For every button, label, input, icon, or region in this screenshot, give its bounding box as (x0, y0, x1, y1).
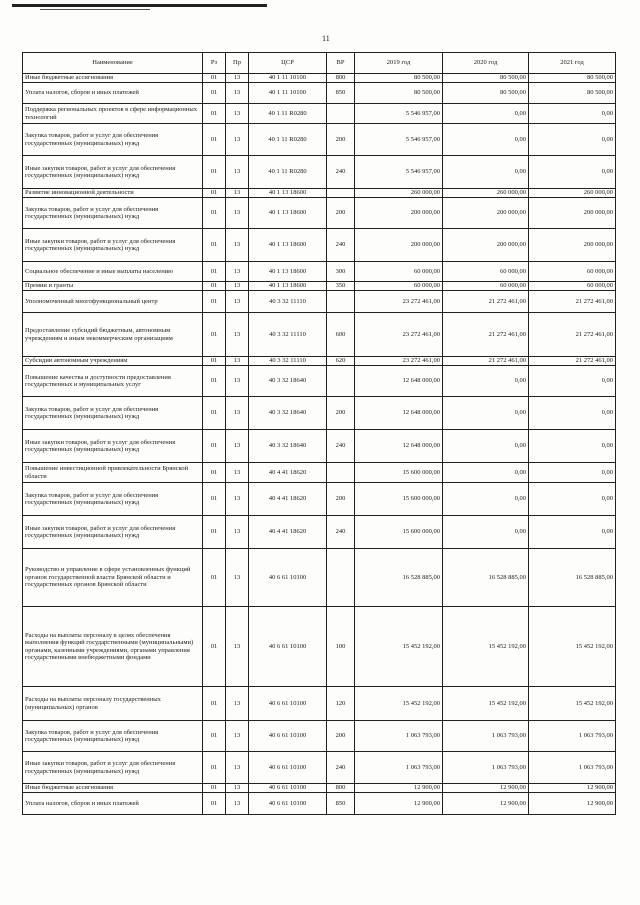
col-header-name: Наименование (23, 53, 203, 74)
cell-y2021: 200 000,00 (529, 229, 616, 262)
cell-rz: 01 (203, 752, 226, 784)
cell-csr: 40 6 61 10100 (249, 793, 327, 815)
cell-name: Социальное обеспечение и иные выплаты населению (23, 262, 203, 282)
cell-pr: 13 (226, 156, 249, 189)
cell-y2019: 23 272 461,00 (355, 357, 443, 366)
table-row (23, 721, 616, 752)
cell-vr: 240 (327, 752, 355, 784)
cell-pr: 13 (226, 262, 249, 282)
cell-name: Иные закупки товаров, работ и услуг для обеспечения государственных (муниципальных) нужд (23, 229, 203, 262)
cell-y2021: 1 063 793,00 (529, 721, 616, 752)
cell-csr: 40 1 11 R0280 (249, 156, 327, 189)
cell-y2019: 15 452 192,00 (355, 607, 443, 687)
cell-vr: 350 (327, 282, 355, 291)
cell-csr: 40 3 32 18640 (249, 366, 327, 397)
cell-vr: 800 (327, 74, 355, 83)
cell-csr: 40 4 41 18620 (249, 516, 327, 549)
cell-vr (327, 366, 355, 397)
cell-pr: 13 (226, 357, 249, 366)
col-header-vr: ВР (327, 53, 355, 74)
cell-name: Повышение качества и доступности предоставления государственных и муниципальных услуг (23, 366, 203, 397)
cell-csr: 40 6 61 10100 (249, 549, 327, 607)
cell-rz: 01 (203, 104, 226, 124)
cell-y2021: 0,00 (529, 156, 616, 189)
cell-y2020: 0,00 (443, 104, 529, 124)
cell-name: Уплата налогов, сборов и иных платежей (23, 83, 203, 104)
cell-name: Субсидии автономным учреждениям (23, 357, 203, 366)
cell-name: Расходы на выплаты персоналу государственных (муниципальных) органов (23, 687, 203, 721)
cell-rz: 01 (203, 189, 226, 198)
cell-csr: 40 1 13 18600 (249, 262, 327, 282)
cell-pr: 13 (226, 607, 249, 687)
cell-rz: 01 (203, 516, 226, 549)
cell-y2019: 60 000,00 (355, 282, 443, 291)
cell-y2020: 80 500,00 (443, 83, 529, 104)
cell-vr: 200 (327, 124, 355, 156)
cell-y2021: 0,00 (529, 430, 616, 463)
cell-pr: 13 (226, 104, 249, 124)
table-row (23, 366, 616, 397)
cell-name: Поддержка региональных проектов в сфере информационных технологий (23, 104, 203, 124)
cell-y2021: 1 063 793,00 (529, 752, 616, 784)
cell-pr: 13 (226, 430, 249, 463)
cell-y2020: 0,00 (443, 463, 529, 483)
cell-rz: 01 (203, 430, 226, 463)
table-row (23, 262, 616, 282)
cell-pr: 13 (226, 124, 249, 156)
cell-y2021: 21 272 461,00 (529, 313, 616, 357)
cell-y2019: 12 648 000,00 (355, 366, 443, 397)
cell-y2020: 0,00 (443, 483, 529, 516)
cell-pr: 13 (226, 483, 249, 516)
cell-name: Закупка товаров, работ и услуг для обеспечения государственных (муниципальных) нужд (23, 198, 203, 229)
cell-pr: 13 (226, 463, 249, 483)
cell-rz: 01 (203, 721, 226, 752)
cell-rz: 01 (203, 229, 226, 262)
cell-rz: 01 (203, 262, 226, 282)
cell-rz: 01 (203, 198, 226, 229)
cell-y2019: 1 063 793,00 (355, 721, 443, 752)
cell-csr: 40 4 41 18620 (249, 463, 327, 483)
cell-y2019: 23 272 461,00 (355, 291, 443, 313)
cell-y2021: 80 500,00 (529, 83, 616, 104)
table-row (23, 397, 616, 430)
table-row (23, 83, 616, 104)
cell-name: Расходы на выплаты персоналу в целях обеспечения выполнения функций государственными (муниципальными) органами, казенными учреждениями, органами управления государственными внебюджетными фондами (23, 607, 203, 687)
cell-name: Закупка товаров, работ и услуг для обеспечения государственных (муниципальных) нужд (23, 721, 203, 752)
cell-y2020: 1 063 793,00 (443, 752, 529, 784)
cell-vr: 850 (327, 793, 355, 815)
cell-y2019: 15 452 192,00 (355, 687, 443, 721)
cell-y2019: 15 600 000,00 (355, 516, 443, 549)
col-header-2020: 2020 год (443, 53, 529, 74)
cell-pr: 13 (226, 189, 249, 198)
cell-y2021: 60 000,00 (529, 282, 616, 291)
cell-csr: 40 1 13 18600 (249, 189, 327, 198)
cell-rz: 01 (203, 793, 226, 815)
cell-csr: 40 1 11 R0280 (249, 124, 327, 156)
table-row (23, 516, 616, 549)
cell-name: Развитие инновационной деятельности (23, 189, 203, 198)
cell-rz: 01 (203, 366, 226, 397)
cell-y2019: 200 000,00 (355, 229, 443, 262)
cell-pr: 13 (226, 687, 249, 721)
table-row (23, 74, 616, 83)
cell-vr: 240 (327, 156, 355, 189)
cell-name: Иные бюджетные ассигнования (23, 784, 203, 793)
cell-y2019: 60 000,00 (355, 262, 443, 282)
cell-y2019: 5 546 957,00 (355, 124, 443, 156)
table-body (23, 74, 616, 815)
cell-y2020: 0,00 (443, 124, 529, 156)
cell-y2021: 0,00 (529, 483, 616, 516)
cell-rz: 01 (203, 357, 226, 366)
cell-pr: 13 (226, 83, 249, 104)
cell-y2020: 0,00 (443, 397, 529, 430)
cell-y2020: 0,00 (443, 156, 529, 189)
cell-rz: 01 (203, 687, 226, 721)
cell-y2020: 21 272 461,00 (443, 357, 529, 366)
cell-vr: 600 (327, 313, 355, 357)
cell-vr: 200 (327, 397, 355, 430)
cell-pr: 13 (226, 752, 249, 784)
cell-vr: 100 (327, 607, 355, 687)
table-row (23, 483, 616, 516)
cell-y2021: 16 528 885,00 (529, 549, 616, 607)
cell-pr: 13 (226, 793, 249, 815)
table-row (23, 198, 616, 229)
cell-vr: 120 (327, 687, 355, 721)
table-row (23, 282, 616, 291)
cell-y2020: 80 500,00 (443, 74, 529, 83)
cell-y2019: 1 063 793,00 (355, 752, 443, 784)
cell-y2021: 60 000,00 (529, 262, 616, 282)
cell-pr: 13 (226, 313, 249, 357)
col-header-2021: 2021 год (529, 53, 616, 74)
cell-csr: 40 1 11 R0280 (249, 104, 327, 124)
cell-csr: 40 3 32 11110 (249, 313, 327, 357)
table-row (23, 463, 616, 483)
cell-rz: 01 (203, 291, 226, 313)
cell-vr: 200 (327, 198, 355, 229)
cell-y2021: 260 000,00 (529, 189, 616, 198)
cell-csr: 40 6 61 10100 (249, 607, 327, 687)
cell-y2020: 21 272 461,00 (443, 291, 529, 313)
cell-rz: 01 (203, 607, 226, 687)
cell-y2020: 60 000,00 (443, 282, 529, 291)
cell-y2021: 0,00 (529, 104, 616, 124)
cell-pr: 13 (226, 549, 249, 607)
cell-y2020: 1 063 793,00 (443, 721, 529, 752)
cell-name: Иные закупки товаров, работ и услуг для обеспечения государственных (муниципальных) нужд (23, 156, 203, 189)
cell-vr: 800 (327, 784, 355, 793)
cell-y2020: 15 452 192,00 (443, 607, 529, 687)
cell-csr: 40 6 61 10100 (249, 687, 327, 721)
scan-artifact-line (40, 9, 150, 10)
cell-pr: 13 (226, 198, 249, 229)
cell-y2020: 15 452 192,00 (443, 687, 529, 721)
cell-vr: 300 (327, 262, 355, 282)
cell-vr: 240 (327, 430, 355, 463)
cell-y2019: 16 528 885,00 (355, 549, 443, 607)
table-row (23, 229, 616, 262)
cell-y2021: 15 452 192,00 (529, 687, 616, 721)
cell-csr: 40 6 61 10100 (249, 752, 327, 784)
table-row (23, 607, 616, 687)
cell-y2021: 12 900,00 (529, 793, 616, 815)
cell-pr: 13 (226, 282, 249, 291)
cell-vr (327, 189, 355, 198)
cell-y2021: 0,00 (529, 124, 616, 156)
cell-y2019: 5 546 957,00 (355, 156, 443, 189)
table-row (23, 430, 616, 463)
cell-y2019: 80 500,00 (355, 83, 443, 104)
cell-y2020: 12 900,00 (443, 784, 529, 793)
cell-rz: 01 (203, 156, 226, 189)
cell-y2021: 0,00 (529, 397, 616, 430)
cell-vr: 240 (327, 229, 355, 262)
cell-csr: 40 4 41 18620 (249, 483, 327, 516)
cell-y2020: 0,00 (443, 366, 529, 397)
cell-csr: 40 3 32 18640 (249, 430, 327, 463)
cell-csr: 40 6 61 10100 (249, 721, 327, 752)
cell-vr (327, 463, 355, 483)
cell-y2020: 200 000,00 (443, 198, 529, 229)
cell-name: Закупка товаров, работ и услуг для обеспечения государственных (муниципальных) нужд (23, 483, 203, 516)
table-row (23, 752, 616, 784)
cell-y2020: 21 272 461,00 (443, 313, 529, 357)
cell-rz: 01 (203, 282, 226, 291)
col-header-2019: 2019 год (355, 53, 443, 74)
cell-csr: 40 3 32 11110 (249, 291, 327, 313)
cell-vr (327, 549, 355, 607)
budget-table (22, 52, 616, 815)
cell-y2020: 16 528 885,00 (443, 549, 529, 607)
cell-y2020: 260 000,00 (443, 189, 529, 198)
table-row (23, 357, 616, 366)
cell-vr: 200 (327, 483, 355, 516)
cell-y2021: 0,00 (529, 463, 616, 483)
cell-name: Иные закупки товаров, работ и услуг для обеспечения государственных (муниципальных) нужд (23, 516, 203, 549)
cell-y2021: 80 500,00 (529, 74, 616, 83)
cell-y2021: 0,00 (529, 516, 616, 549)
cell-y2020: 200 000,00 (443, 229, 529, 262)
cell-rz: 01 (203, 83, 226, 104)
cell-y2019: 260 000,00 (355, 189, 443, 198)
table-row (23, 793, 616, 815)
cell-pr: 13 (226, 784, 249, 793)
cell-y2019: 15 600 000,00 (355, 483, 443, 516)
table-row (23, 189, 616, 198)
cell-pr: 13 (226, 366, 249, 397)
cell-name: Иные закупки товаров, работ и услуг для обеспечения государственных (муниципальных) нужд (23, 752, 203, 784)
cell-name: Закупка товаров, работ и услуг для обеспечения государственных (муниципальных) нужд (23, 124, 203, 156)
cell-y2019: 15 600 000,00 (355, 463, 443, 483)
table-row (23, 291, 616, 313)
cell-pr: 13 (226, 397, 249, 430)
cell-vr: 850 (327, 83, 355, 104)
cell-y2019: 5 546 957,00 (355, 104, 443, 124)
cell-name: Уполномоченный многофункциональный центр (23, 291, 203, 313)
cell-rz: 01 (203, 463, 226, 483)
cell-y2021: 0,00 (529, 366, 616, 397)
table-header-row (23, 53, 616, 74)
cell-csr: 40 3 32 11110 (249, 357, 327, 366)
table-row (23, 784, 616, 793)
cell-rz: 01 (203, 124, 226, 156)
cell-rz: 01 (203, 74, 226, 83)
cell-y2019: 80 500,00 (355, 74, 443, 83)
cell-y2021: 21 272 461,00 (529, 291, 616, 313)
cell-vr (327, 104, 355, 124)
cell-y2019: 23 272 461,00 (355, 313, 443, 357)
cell-y2019: 12 648 000,00 (355, 397, 443, 430)
table-row (23, 313, 616, 357)
cell-rz: 01 (203, 483, 226, 516)
cell-csr: 40 1 13 18600 (249, 229, 327, 262)
cell-rz: 01 (203, 313, 226, 357)
cell-vr: 620 (327, 357, 355, 366)
table-row (23, 687, 616, 721)
table-row (23, 156, 616, 189)
cell-rz: 01 (203, 549, 226, 607)
cell-y2021: 15 452 192,00 (529, 607, 616, 687)
cell-y2021: 21 272 461,00 (529, 357, 616, 366)
cell-csr: 40 1 13 18600 (249, 282, 327, 291)
cell-y2019: 12 900,00 (355, 793, 443, 815)
cell-y2019: 12 900,00 (355, 784, 443, 793)
scan-artifact-bar (12, 4, 267, 7)
cell-y2020: 0,00 (443, 430, 529, 463)
cell-pr: 13 (226, 291, 249, 313)
cell-y2020: 0,00 (443, 516, 529, 549)
table-row (23, 104, 616, 124)
cell-csr: 40 6 61 10100 (249, 784, 327, 793)
cell-csr: 40 3 32 18640 (249, 397, 327, 430)
cell-y2020: 12 900,00 (443, 793, 529, 815)
table-row (23, 549, 616, 607)
cell-name: Уплата налогов, сборов и иных платежей (23, 793, 203, 815)
cell-csr: 40 1 13 18600 (249, 198, 327, 229)
cell-name: Закупка товаров, работ и услуг для обеспечения государственных (муниципальных) нужд (23, 397, 203, 430)
cell-pr: 13 (226, 516, 249, 549)
cell-name: Премии и гранты (23, 282, 203, 291)
page-number: 11 (322, 34, 330, 43)
cell-pr: 13 (226, 74, 249, 83)
cell-y2021: 12 900,00 (529, 784, 616, 793)
cell-name: Повышение инвестиционной привлекательности Брянской области (23, 463, 203, 483)
cell-name: Иные бюджетные ассигнования (23, 74, 203, 83)
col-header-pr: Пр (226, 53, 249, 74)
cell-y2019: 200 000,00 (355, 198, 443, 229)
cell-y2020: 60 000,00 (443, 262, 529, 282)
cell-pr: 13 (226, 229, 249, 262)
cell-pr: 13 (226, 721, 249, 752)
col-header-rz: Рз (203, 53, 226, 74)
cell-csr: 40 1 11 10100 (249, 83, 327, 104)
table-row (23, 124, 616, 156)
cell-csr: 40 1 11 10100 (249, 74, 327, 83)
cell-rz: 01 (203, 397, 226, 430)
cell-name: Иные закупки товаров, работ и услуг для обеспечения государственных (муниципальных) нужд (23, 430, 203, 463)
cell-vr: 200 (327, 721, 355, 752)
cell-vr: 240 (327, 516, 355, 549)
cell-rz: 01 (203, 784, 226, 793)
col-header-csr: ЦСР (249, 53, 327, 74)
cell-y2019: 12 648 000,00 (355, 430, 443, 463)
cell-name: Руководство и управление в сфере установленных функций органов государственной власти Брянской области и государственных органов Брянской области (23, 549, 203, 607)
cell-name: Предоставление субсидий бюджетным, автономным учреждениям и иным некоммерческим организациям (23, 313, 203, 357)
cell-vr (327, 291, 355, 313)
cell-y2021: 200 000,00 (529, 198, 616, 229)
